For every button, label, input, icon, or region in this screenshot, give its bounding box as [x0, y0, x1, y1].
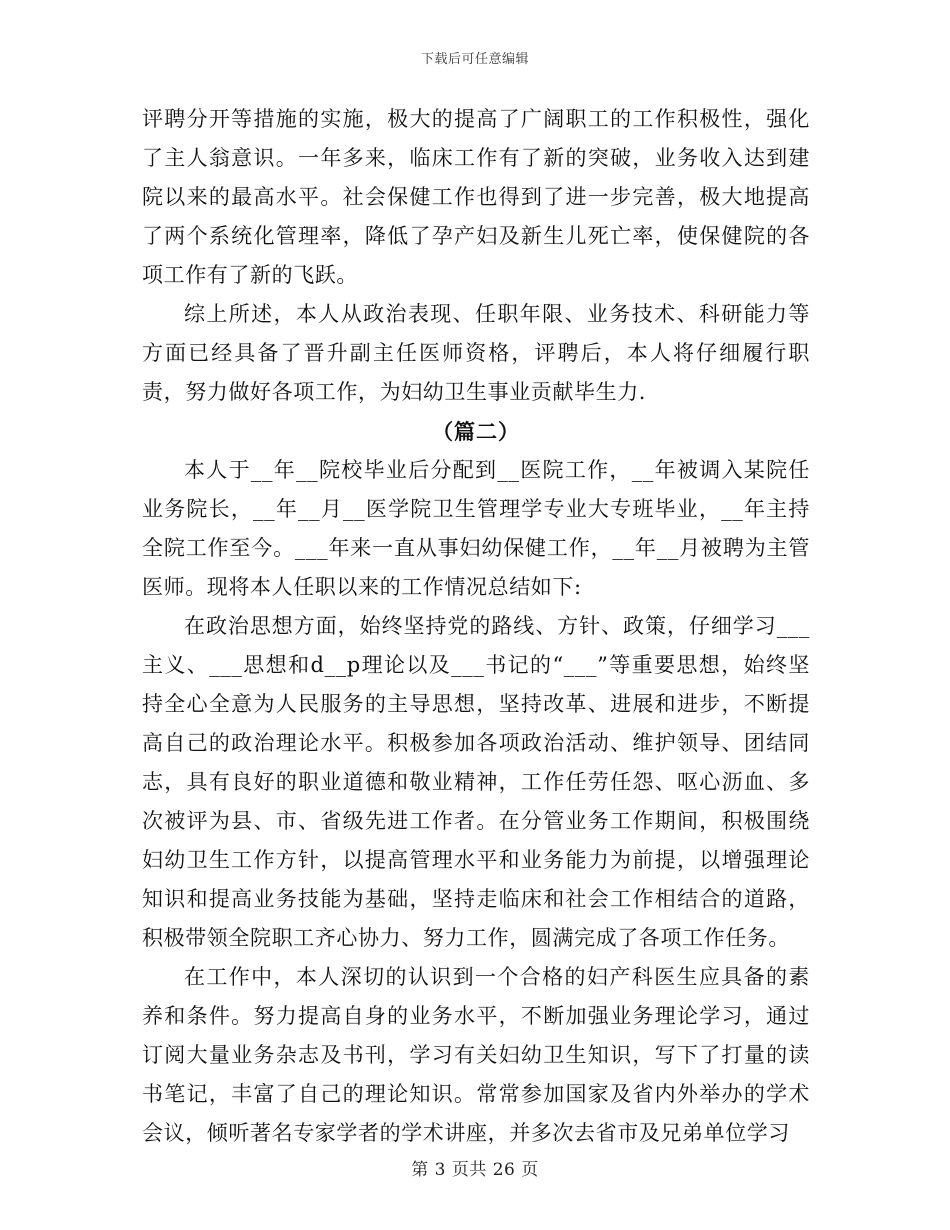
- section-title: （篇二）: [432, 419, 520, 444]
- paragraph-summary: 综上所述，本人从政治表现、任职年限、业务技术、科研能力等方面已经具备了晋升副主任医师资格，评聘后，本人将仔细履行职责，努力做好各项工作，为妇幼卫生事业贡献毕生力.: [142, 302, 810, 404]
- page-header: 下载后可任意编辑: [420, 52, 529, 67]
- paragraph-work: 在工作中，本人深切的认识到一个合格的妇产科医生应具备的素养和条件。努力提高自身的业务水平，不断加强业务理论学习，通过订阅大量业务杂志及书刊，学习有关妇幼卫生知识，写下了打量的读书笔记，丰富了自己的理论知识。常常参加国家及省内外举办的学术会议，倾听著名专家学者的学术讲座，并多次去省市及兄弟单位学习: [142, 965, 810, 1145]
- paragraph-intro: 本人于__年__院校毕业后分配到__医院工作，__年被调入某院任业务院长，__年__月__医学院卫生管理学专业大专班毕业，__年主持全院工作至今。___年来一直从事妇幼保健工作，__年__月被聘为主管医师。现将本人任职以来的工作情况总结如下:: [142, 458, 810, 599]
- document-body: [142, 100, 810, 1153]
- paragraph-continuation: 评聘分开等措施的实施，极大的提高了广阔职工的工作积极性，强化了主人翁意识。一年多来，临床工作有了新的突破，业务收入达到建院以来的最高水平。社会保健工作也得到了进一步完善，极大地提高了两个系统化管理率，降低了孕产妇及新生儿死亡率，使保健院的各项工作有了新的飞跃。: [142, 107, 810, 287]
- paragraph-political: 在政治思想方面，始终坚持党的路线、方针、政策，仔细学习___主义、___思想和d__p理论以及___书记的“___”等重要思想，始终坚持全心全意为人民服务的主导思想，坚持改革、进展和进步，不断提高自己的政治理论水平。积极参加各项政治活动、维护领导、团结同志，具有良好的职业道德和敬业精神，工作任劳任怨、呕心沥血、多次被评为县、市、省级先进工作者。在分管业务工作期间，积极围绕妇幼卫生工作方针，以提高管理水平和业务能力为前提，以增强理论知识和提高业务技能为基础，坚持走临床和社会工作相结合的道路，积极带领全院职工齐心协力、努力工作，圆满完成了各项工作任务。: [142, 614, 810, 950]
- page-number: 第 3 页共 26 页: [411, 1160, 539, 1180]
